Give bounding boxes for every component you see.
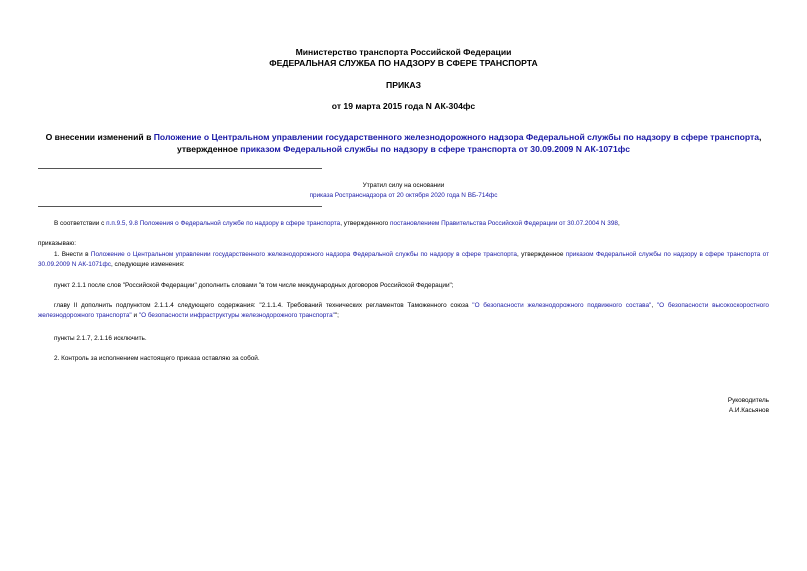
p3-text-1: 1. Внести в: [54, 251, 91, 258]
paragraph-clause-2-1-1: пункт 2.1.1 после слов "Российской Федерации" дополнить словами "в том числе международных договоров Российской Федерации";: [54, 282, 454, 289]
repeal-note: Утратил силу на основании: [362, 182, 445, 189]
paragraph-chapter-ii: [38, 301, 769, 320]
doc-title: [40, 131, 767, 155]
paragraph-basis: [38, 219, 769, 229]
signer-position: Руководитель: [727, 397, 769, 404]
repeal-link[interactable]: приказа Ространснадзора от 20 октября 2020 года N ВБ-714фс: [309, 192, 498, 199]
title-text-2: , утвержденное: [176, 132, 762, 154]
p3-text-3: , следующие изменения:: [110, 260, 185, 268]
p5-link-high-speed[interactable]: "О безопасности высокоскоростного железнодорожного транспорта": [38, 302, 769, 319]
p3-link-regulation[interactable]: Положение о Центральном управлении государственного железнодорожного надзора Федеральной службы по надзору в сфере транспорта: [90, 251, 517, 258]
ministry-name: Министерство транспорта Российской Федерации: [295, 47, 512, 57]
p5-link-infrastructure[interactable]: "О безопасности инфраструктуры железнодорожного транспорта": [138, 311, 335, 319]
p5-text-4: ";: [334, 311, 339, 319]
repeal-link-line: [0, 191, 807, 201]
title-link-order[interactable]: приказом Федеральной службы по надзору в сфере транспорта от 30.09.2009 N АК-1071фс: [240, 144, 631, 154]
divider-bottom: [38, 206, 322, 207]
p1-text-3: ,: [617, 220, 620, 227]
p5-text-3: и: [131, 311, 139, 319]
p1-link-resolution[interactable]: постановлением Правительства Российской Федерации от 30.07.2004 N 398: [390, 220, 618, 227]
doc-type: ПРИКАЗ: [386, 80, 421, 90]
p1-text-2: , утвержденного: [340, 220, 391, 227]
p3-text-2: , утвержденное: [516, 251, 566, 258]
p3-link-order[interactable]: приказом Федеральной службы по надзору в сфере транспорта от 30.09.2009 N АК-1071фс: [38, 251, 770, 268]
p5-link-rolling-stock[interactable]: "О безопасности железнодорожного подвижного состава": [472, 302, 652, 309]
paragraph-item-1: [38, 250, 769, 269]
paragraph-item-2: 2. Контроль за исполнением настоящего приказа оставляю за собой.: [54, 355, 260, 362]
p1-link-regulation[interactable]: п.п.9.5, 9.8 Положения о Федеральной службе по надзору в сфере транспорта: [106, 220, 341, 227]
title-text-1: О внесении изменений в: [45, 132, 154, 142]
p5-text-2: ,: [651, 302, 657, 309]
p1-text-1: В соответствии с: [54, 220, 107, 227]
paragraph-clauses-excluded: пункты 2.1.7, 2.1.16 исключить.: [54, 335, 147, 342]
doc-date: от 19 марта 2015 года N АК-304фс: [331, 101, 476, 111]
paragraph-order: приказываю:: [38, 240, 76, 247]
p5-text-1: главу II дополнить подпунктом 2.1.1.4 следующего содержания: "2.1.1.4. Требований технических регламентов Таможенного союза: [54, 302, 473, 309]
service-name: ФЕДЕРАЛЬНАЯ СЛУЖБА ПО НАДЗОРУ В СФЕРЕ ТРАНСПОРТА: [269, 58, 538, 68]
signer-name: А.И.Касьянов: [728, 407, 769, 414]
title-link-regulation[interactable]: Положение о Центральном управлении государственного железнодорожного надзора Федеральной службы по надзору в сфере транспорта: [153, 132, 760, 142]
divider-top: [38, 168, 322, 169]
